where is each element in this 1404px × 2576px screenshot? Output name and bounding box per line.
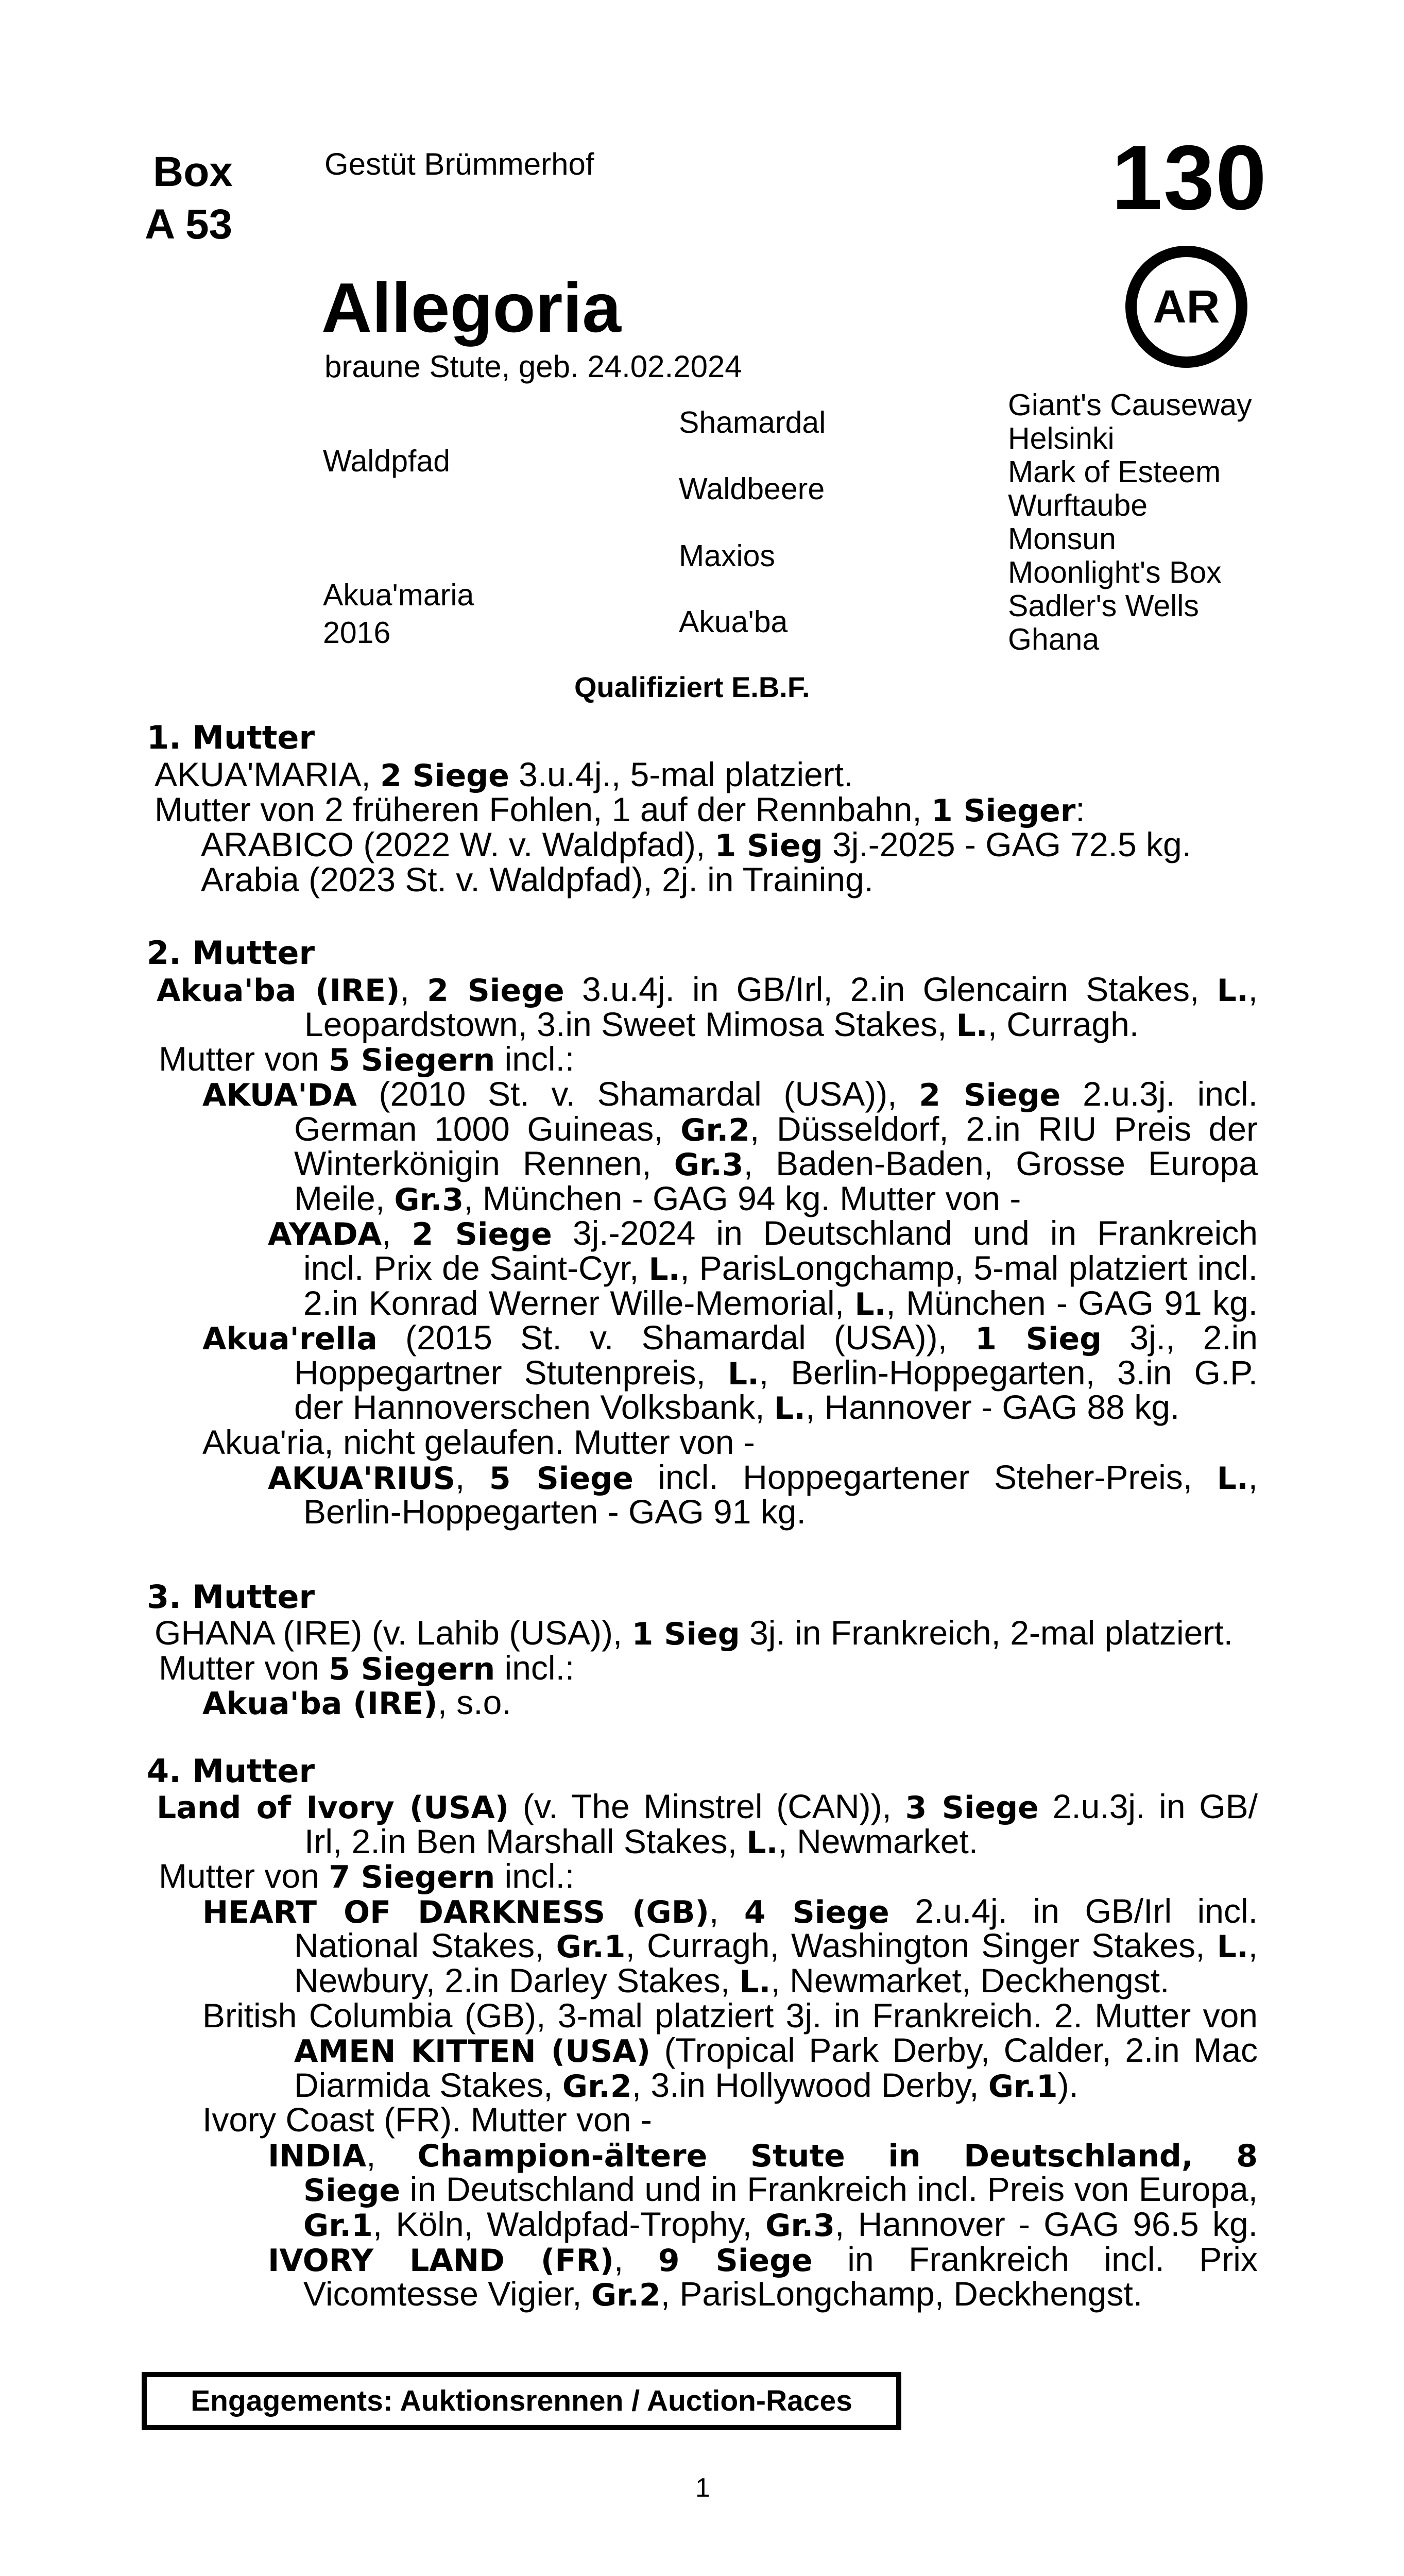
- pedigree-grandparent: Waldbeere: [679, 472, 825, 506]
- text: Winterkönigin Rennen,: [294, 1144, 674, 1182]
- pedigree-grandparent: Maxios: [679, 539, 775, 573]
- bold-text: INDIA: [268, 2138, 367, 2174]
- text: incl.:: [495, 1649, 575, 1687]
- pedigree-text-line: [303, 1251, 1258, 1285]
- text: Diarmida Stakes,: [294, 2066, 562, 2104]
- bold-text: Gr.1: [988, 2069, 1058, 2105]
- text: , Hannover - GAG 96.5 kg.: [834, 2205, 1258, 2243]
- bold-text: 2 Siege: [427, 973, 564, 1009]
- text: in Frankreich incl. Prix: [812, 2240, 1258, 2278]
- text: Hoppegartner Stutenpreis,: [294, 1353, 728, 1392]
- bold-text: HEART OF DARKNESS (GB): [202, 1894, 709, 1930]
- pedigree-text-line: [303, 2170, 1258, 2209]
- pedigree-sire: Waldpfad: [323, 444, 451, 478]
- pedigree-text-line: [294, 1144, 1258, 1183]
- horse-name: Allegoria: [321, 268, 621, 347]
- bold-text: IVORY LAND (FR): [268, 2243, 614, 2279]
- text: 2.u.3j. incl.: [1060, 1075, 1258, 1113]
- text: 3j.-2025 - GAG 72.5 kg.: [823, 825, 1192, 863]
- pedigree-text-line: [202, 1425, 755, 1459]
- text: Irl, 2.in Ben Marshall Stakes,: [304, 1822, 747, 1860]
- pedigree-grandparent: Akua'ba: [679, 605, 788, 639]
- pedigree-text-line: [294, 1353, 1258, 1392]
- pedigree-text-line: [303, 2277, 1142, 2311]
- bold-text: Gr.3: [765, 2208, 835, 2244]
- bold-text: L.: [746, 1825, 778, 1861]
- pedigree-text-line: [202, 1318, 1258, 1357]
- pedigree-grandparent: Shamardal: [679, 405, 826, 439]
- bold-text: 5 Siege: [489, 1461, 633, 1497]
- text: ,: [366, 2136, 418, 2174]
- text: ).: [1057, 2066, 1078, 2104]
- pedigree-text-line: [268, 2240, 1258, 2279]
- bold-text: AMEN KITTEN (USA): [294, 2033, 651, 2070]
- text: , ParisLongchamp, 5-mal platziert incl.: [680, 1249, 1258, 1287]
- bold-text: L.: [774, 1391, 806, 1427]
- text: (2010 St. v. Shamardal (USA)),: [356, 1075, 919, 1113]
- bold-text: 2 Siege: [412, 1216, 552, 1252]
- bold-text: 1 Sieg: [714, 828, 823, 864]
- bold-text: Akua'ba (IRE): [157, 973, 400, 1009]
- pedigree-text-line: [155, 1616, 1233, 1650]
- pedigree-great-grandparent: Moonlight's Box: [1008, 555, 1222, 589]
- text: incl.:: [495, 1857, 575, 1895]
- text: Mutter von: [159, 1649, 329, 1687]
- pedigree-great-grandparent: Sadler's Wells: [1008, 589, 1199, 623]
- bold-text: 9 Siege: [658, 2243, 813, 2279]
- bold-text: AYADA: [268, 1216, 382, 1252]
- pedigree-text-line: [202, 1894, 1258, 1928]
- text: (Tropical Park Derby, Calder, 2.in Mac: [650, 2031, 1258, 2069]
- text: GHANA (IRE) (v. Lahib (USA)),: [155, 1614, 632, 1652]
- pedigree-text-line: [268, 2138, 1258, 2172]
- text: :: [1075, 790, 1085, 828]
- text: ,: [1248, 1458, 1258, 1496]
- pedigree-text-line: [201, 825, 1192, 864]
- bold-text: 5 Siegern: [329, 1651, 495, 1687]
- text: , Berlin-Hoppegarten, 3.in G.P.: [759, 1353, 1258, 1392]
- bold-text: L.: [739, 1964, 771, 2000]
- bold-text: Siege: [303, 2173, 401, 2209]
- text: der Hannoverschen Volksbank,: [294, 1388, 774, 1426]
- pedigree-text-line: [304, 1822, 979, 1861]
- text: ,: [455, 1458, 489, 1496]
- text: 3.u.4j., 5-mal platziert.: [509, 755, 853, 793]
- consignor: Gestüt Brümmerhof: [324, 147, 594, 181]
- text: incl.:: [495, 1040, 575, 1078]
- bold-text: 2 Siege: [919, 1077, 1061, 1113]
- section-heading: 3. Mutter: [147, 1578, 315, 1616]
- text: Vicomtesse Vigier,: [303, 2275, 591, 2313]
- bold-text: AKUA'RIUS: [268, 1461, 456, 1497]
- text: ,: [709, 1892, 744, 1930]
- pedigree-text-line: [159, 1859, 574, 1893]
- text: , Curragh.: [987, 1005, 1139, 1043]
- text: Ivory Coast (FR). Mutter von -: [202, 2100, 652, 2139]
- pedigree-text-line: [303, 1495, 806, 1529]
- pedigree-text-line: [268, 1216, 1258, 1250]
- bold-text: L.: [1217, 1461, 1248, 1497]
- pedigree-great-grandparent: Ghana: [1008, 622, 1100, 656]
- bold-text: L.: [1217, 1929, 1248, 1965]
- section-heading: 1. Mutter: [147, 719, 315, 756]
- text: Mutter von 2 früheren Fohlen, 1 auf der Rennbahn,: [155, 790, 931, 828]
- text: Akua'ria, nicht gelaufen. Mutter von -: [202, 1423, 755, 1461]
- bold-text: 7 Siegern: [329, 1859, 495, 1895]
- lot-number: 130: [1111, 126, 1268, 229]
- bold-text: 2 Siege: [380, 758, 509, 794]
- text: ,: [1248, 970, 1258, 1008]
- pedigree-text-line: [155, 755, 853, 794]
- text: 2.in Konrad Werner Wille-Memorial,: [303, 1284, 855, 1322]
- pedigree-text-line: [155, 790, 1085, 829]
- auction-race-badge: [1125, 246, 1247, 368]
- pedigree-dam: Akua'maria: [323, 578, 474, 612]
- bold-text: 4 Siege: [744, 1894, 889, 1930]
- bold-text: 1 Sieger: [931, 793, 1076, 829]
- pedigree-great-grandparent: Helsinki: [1008, 421, 1115, 455]
- pedigree-text-line: [303, 2205, 1258, 2244]
- bold-text: 5 Siegern: [329, 1042, 495, 1078]
- pedigree-text-line: [303, 1284, 1258, 1323]
- text: , Baden-Baden, Grosse Europa: [743, 1144, 1258, 1182]
- text: , 3.in Hollywood Derby,: [631, 2066, 988, 2104]
- badge-label: AR: [1153, 281, 1220, 333]
- bold-text: L.: [648, 1251, 680, 1287]
- pedigree-text-line: [157, 1787, 1258, 1826]
- pedigree-text-line: [294, 1388, 1180, 1427]
- bold-text: Gr.1: [303, 2208, 373, 2244]
- text: Mutter von: [159, 1857, 329, 1895]
- text: incl. Hoppegartener Steher-Preis,: [633, 1458, 1217, 1496]
- text: Berlin-Hoppegarten - GAG 91 kg.: [303, 1493, 806, 1531]
- bold-text: Land of Ivory (USA): [157, 1790, 509, 1826]
- pedigree-text-line: [268, 1458, 1258, 1497]
- text: Leopardstown, 3.in Sweet Mimosa Stakes,: [304, 1005, 956, 1043]
- text: Mutter von: [159, 1040, 329, 1078]
- text: , Curragh, Washington Singer Stakes,: [625, 1926, 1217, 1964]
- text: AKUA'MARIA,: [155, 755, 381, 793]
- bold-text: L.: [854, 1286, 886, 1323]
- pedigree-text-line: [159, 1651, 574, 1685]
- qualification: Qualifiziert E.B.F.: [574, 671, 810, 703]
- engagements-label: Engagements: Auktionsrennen / Auction-Races: [191, 2384, 852, 2417]
- text: in Deutschland und in Frankreich incl. Preis von Europa,: [400, 2170, 1258, 2208]
- pedigree-text-line: [157, 970, 1258, 1009]
- pedigree-text-line: [294, 1926, 1258, 1965]
- bold-text: 1 Sieg: [975, 1321, 1102, 1357]
- text: incl. Prix de Saint-Cyr,: [303, 1249, 649, 1287]
- page-number: 1: [695, 2473, 710, 2503]
- text: (v. The Minstrel (CAN)),: [509, 1787, 905, 1825]
- text: ,: [400, 970, 427, 1008]
- text: Meile,: [294, 1179, 395, 1217]
- text: 3j.-2024 in Deutschland und in Frankreich: [552, 1214, 1258, 1252]
- pedigree-text-line: [294, 1112, 1258, 1146]
- text: , München - GAG 91 kg.: [886, 1284, 1258, 1322]
- bold-text: 1 Sieg: [631, 1616, 740, 1652]
- bold-text: L.: [727, 1356, 759, 1392]
- pedigree-text-line: [202, 1996, 1258, 2035]
- text: 2.u.4j. in GB/Irl incl.: [889, 1892, 1258, 1930]
- pedigree-text-line: [202, 1683, 511, 1722]
- pedigree-text-line: [202, 1077, 1258, 1111]
- pedigree-text-line: [201, 860, 874, 899]
- bold-text: Gr.2: [562, 2069, 632, 2105]
- bold-text: L.: [1217, 973, 1248, 1009]
- text: 3j., 2.in: [1102, 1318, 1258, 1357]
- section-heading: 4. Mutter: [147, 1752, 315, 1790]
- text: , s.o.: [437, 1683, 511, 1721]
- bold-text: 3 Siege: [905, 1790, 1039, 1826]
- bold-text: AKUA'DA: [202, 1077, 357, 1113]
- text: , Newmarket.: [778, 1822, 979, 1860]
- bold-text: Akua'rella: [202, 1321, 378, 1357]
- text: 2.u.3j. in GB/: [1038, 1787, 1258, 1825]
- text: (2015 St. v. Shamardal (USA)),: [377, 1318, 975, 1357]
- pedigree-text-line: [202, 2100, 652, 2139]
- bold-text: Gr.1: [556, 1929, 626, 1965]
- text: ,: [613, 2240, 658, 2278]
- bold-text: Akua'ba (IRE): [202, 1686, 438, 1722]
- bold-text: Gr.3: [674, 1147, 744, 1183]
- pedigree-great-grandparent: Wurftaube: [1008, 488, 1148, 522]
- section-heading: 2. Mutter: [147, 934, 315, 972]
- text: , Düsseldorf, 2.in RIU Preis der: [750, 1110, 1258, 1148]
- text: ARABICO (2022 W. v. Waldpfad),: [201, 825, 715, 863]
- pedigree-text-line: [159, 1042, 574, 1076]
- pedigree-text-line: [294, 1179, 1021, 1218]
- engagements-box: [142, 2372, 901, 2430]
- text: , München - GAG 94 kg. Mutter von -: [464, 1179, 1021, 1217]
- bold-text: Champion-ältere Stute in Deutschland, 8: [417, 2138, 1258, 2174]
- bold-text: Gr.3: [394, 1182, 464, 1218]
- pedigree-great-grandparent: Monsun: [1008, 522, 1116, 556]
- pedigree-dam-year: 2016: [323, 616, 391, 650]
- text: , Newmarket, Deckhengst.: [771, 1961, 1170, 1999]
- pedigree-great-grandparent: Giant's Causeway: [1008, 388, 1252, 422]
- text: National Stakes,: [294, 1926, 556, 1964]
- text: ,: [382, 1214, 412, 1252]
- box-label: Box: [153, 148, 233, 195]
- text: ,: [1248, 1926, 1258, 1964]
- bold-text: L.: [956, 1008, 988, 1044]
- horse-description: braune Stute, geb. 24.02.2024: [324, 349, 742, 384]
- text: 3.u.4j. in GB/Irl, 2.in Glencairn Stakes,: [564, 970, 1217, 1008]
- bold-text: Gr.2: [591, 2277, 661, 2313]
- pedigree-text-line: [294, 2066, 1078, 2105]
- text: British Columbia (GB), 3-mal platziert 3j. in Frankreich. 2. Mutter von: [202, 1996, 1258, 2035]
- text: , Hannover - GAG 88 kg.: [805, 1388, 1180, 1426]
- text: 3j. in Frankreich, 2-mal platziert.: [740, 1614, 1234, 1652]
- box-number: A 53: [145, 201, 233, 248]
- text: Arabia (2023 St. v. Waldpfad), 2j. in Training.: [201, 860, 874, 899]
- pedigree-text-line: [294, 1961, 1170, 2000]
- bold-text: Gr.2: [680, 1112, 750, 1148]
- pedigree-text-line: [304, 1005, 1139, 1044]
- text: German 1000 Guineas,: [294, 1110, 681, 1148]
- pedigree-text-line: [294, 2031, 1258, 2070]
- text: Newbury, 2.in Darley Stakes,: [294, 1961, 740, 1999]
- text: , Köln, Waldpfad-Trophy,: [372, 2205, 766, 2243]
- text: , ParisLongchamp, Deckhengst.: [660, 2275, 1143, 2313]
- pedigree-great-grandparent: Mark of Esteem: [1008, 455, 1221, 489]
